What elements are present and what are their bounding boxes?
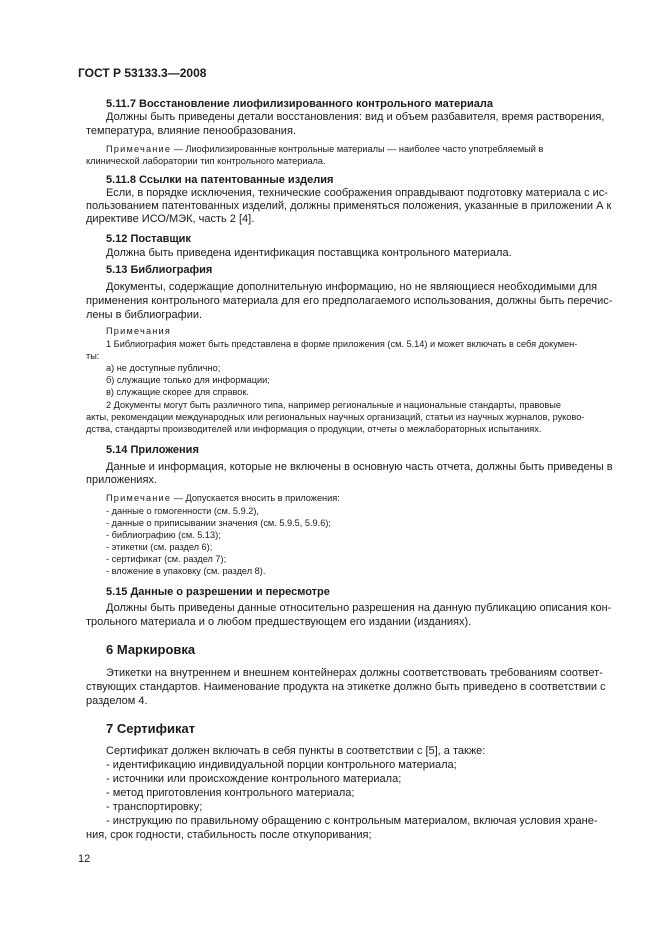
body-line: Должны быть приведены детали восстановления: вид и объем разбавителя, время растворения, [106, 111, 605, 123]
body-line: Данные и информация, которые не включены в основную часть отчета, должны быть приведены в [106, 461, 613, 473]
body-line: пользованием патентованных изделий, должны применяться положения, указанные в приложении А к [86, 200, 612, 212]
section-6-heading: 6 Маркировка [106, 642, 196, 657]
note-line: ты: [86, 351, 100, 361]
list-item: - сертификат (см. раздел 7); [106, 554, 227, 564]
note-line: 2 Документы могут быть различного типа, например региональные и национальные стандарты, правовые [106, 400, 562, 410]
section-5-15-heading: 5.15 Данные о разрешении и пересмотре [106, 586, 330, 598]
list-item: - этикетки (см. раздел 6); [106, 542, 213, 552]
note-text: — Лиофилизированные контрольные материалы — наиболее часто употребляемый в [173, 144, 544, 154]
list-item: - инструкцию по правильному обращению с контрольным материалом, включая условия хране- [106, 815, 598, 827]
section-5-12-heading: 5.12 Поставщик [106, 233, 191, 245]
section-5-13-heading: 5.13 Библиография [106, 264, 213, 276]
document-header: ГОСТ Р 53133.3—2008 [78, 66, 207, 80]
note-line: 1 Библиография может быть представлена в форме приложения (см. 5.14) и может включать в себя докумен- [106, 339, 578, 349]
body-line: Этикетки на внутреннем и внешнем контейнерах должны соответствовать требованиям соответ- [106, 667, 603, 679]
list-item: - метод приготовления контрольного материала; [106, 787, 355, 799]
body-line: температура, влияние пенообразования. [86, 125, 296, 137]
note-line: в) служащие скорее для справок. [106, 387, 249, 397]
body-line: Документы, содержащие дополнительную информацию, но не являющиеся необходимыми для [106, 281, 598, 293]
note-label: Примечание [106, 493, 172, 503]
page-number: 12 [78, 853, 91, 865]
body-line: директиве ИСО/МЭК, часть 2 [4]. [86, 213, 255, 225]
note-line: дства, стандарты производителей или информация о продукции, отчеты о межлабораторных испытаниях. [86, 424, 542, 434]
note-line: клинической лаборатории тип контрольного материала. [86, 156, 326, 166]
list-item: ния, срок годности, стабильность после откупоривания; [86, 829, 372, 841]
body-line: Сертификат должен включать в себя пункты в соответствии с [5], а также: [106, 745, 486, 757]
note-line [106, 144, 543, 154]
note-line [106, 493, 340, 503]
list-item: - данные о приписывании значения (см. 5.9.5, 5.9.6); [106, 518, 331, 528]
body-line: трольного материала и о любом предшествующем его издании (изданиях). [86, 616, 472, 628]
body-line: ствующих стандартов. Наименование продукта на этикетке должно быть приведено в соответствии с [86, 681, 606, 693]
section-5-11-8-heading: 5.11.8 Ссылки на патентованные изделия [106, 174, 334, 186]
body-line: разделом 4. [86, 695, 148, 707]
body-line: Должны быть приведены данные относительно разрешения на данную публикацию описания кон- [106, 602, 612, 614]
body-line: применения контрольного материала для его предполагаемого использования, должны быть перечис- [86, 295, 613, 307]
section-5-11-7-heading: 5.11.7 Восстановление лиофилизированного контрольного материала [106, 98, 493, 110]
section-5-14-heading: 5.14 Приложения [106, 444, 199, 456]
list-item: - библиографию (см. 5.13); [106, 530, 221, 540]
note-label: Примечание [106, 144, 172, 154]
list-item: - транспортировку; [106, 801, 203, 813]
note-line: а) не доступные публично; [106, 363, 221, 373]
section-7-heading: 7 Сертификат [106, 721, 196, 736]
note-line: акты, рекомендации международных или региональных научных организаций, статьи из научных журналов, руково- [86, 412, 585, 422]
list-item: - идентификацию индивидуальной порции контрольного материала; [106, 759, 457, 771]
list-item: - источники или происхождение контрольного материала; [106, 773, 402, 785]
note-line: б) служащие только для информации; [106, 375, 270, 385]
body-line: Если, в порядке исключения, технические соображения оправдывают подготовку материала с ис- [106, 187, 608, 199]
note-text: — Допускается вносить в приложения: [173, 493, 340, 503]
list-item: - вложение в упаковку (см. раздел 8). [106, 566, 266, 576]
list-item: - данные о гомогенности (см. 5.9.2), [106, 506, 259, 516]
notes-label: Примечания [106, 326, 172, 336]
body-line: приложениях. [86, 474, 157, 486]
body-line: лены в библиографии. [86, 309, 203, 321]
body-line: Должна быть приведена идентификация поставщика контрольного материала. [106, 247, 512, 259]
